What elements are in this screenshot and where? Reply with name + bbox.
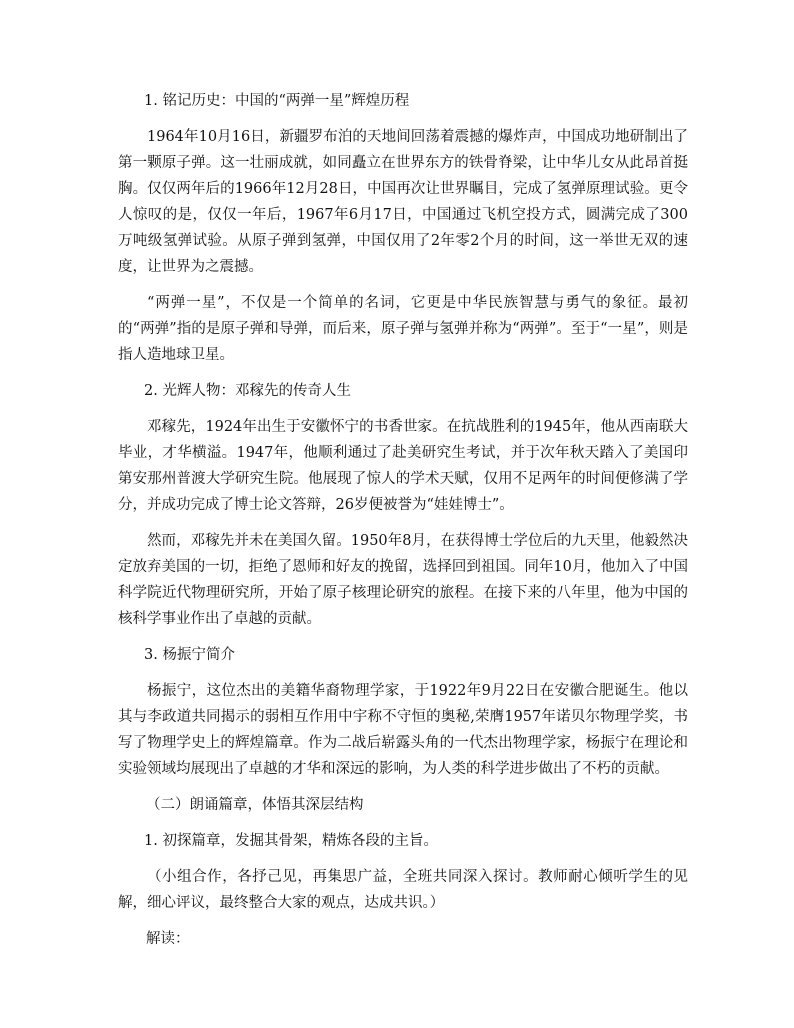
part-two-note: （小组合作，各抒己见，再集思广益，全班共同深入探讨。教师耐心倾听学生的见解，细心评议，最终整合大家的观点，达成共识。） [118, 869, 688, 911]
part-two-heading: （二）朗诵篇章，体悟其深层结构 [146, 797, 364, 813]
section-heading-deng: 2. 光辉人物：邓稼先的传奇人生 [144, 383, 351, 399]
part-two-item-1: 1. 初探篇章，发掘其骨架，精炼各段的主旨。 [144, 833, 438, 849]
paragraph-deng-1: 邓稼先，1924年出生于安徽怀宁的书香世家。在抗战胜利的1945年，他从西南联大毕业，才华横溢。1947年，他顺利通过了赴美研究生考试，并于次年秋天踏入了美国印第安那州普渡大学研究生院。他展现了惊人的学术天赋，仅用不足两年的时间便修满了学分，并成功完成了博士论文答辩，26岁便被誉为“娃娃博士”。 [118, 419, 688, 513]
paragraph-history-2: “两弹一星”，不仅是一个简单的名词，它更是中华民族智慧与勇气的象征。最初的“两弹”指的是原子弹和导弹，而后来，原子弹与氢弹并称为“两弹”。至于“一星”，则是指人造地球卫星。 [118, 295, 688, 363]
section-heading-yang: 3. 杨振宁简介 [144, 647, 235, 663]
paragraph-yang-1: 杨振宁，这位杰出的美籍华裔物理学家，于1922年9月22日在安徽合肥诞生。他以其与李政道共同揭示的弱相互作用中宇称不守恒的奥秘,荣膺1957年诺贝尔物理学奖，书写了物理学史上的辉煌篇章。作为二战后崭露头角的一代杰出物理学家，杨振宁在理论和实验领域均展现出了卓越的才华和深远的影响，为人类的科学进步做出了不朽的贡献。 [118, 683, 688, 777]
paragraph-history-1: 1964年10月16日，新疆罗布泊的天地间回荡着震撼的爆炸声，中国成功地研制出了第一颗原子弹。这一壮丽成就，如同矗立在世界东方的铁骨脊梁，让中华儿女从此昂首挺胸。仅仅两年后的1966年12月28日，中国再次让世界瞩目，完成了氢弹原理试验。更令人惊叹的是，仅仅一年后，1967年6月17日，中国通过飞机空投方式，圆满完成了300万吨级氢弹试验。从原子弹到氢弹，中国仅用了2年零2个月的时间，这一举世无双的速度，让世界为之震撼。 [118, 129, 688, 275]
paragraph-deng-2: 然而，邓稼先并未在美国久留。1950年8月，在获得博士学位后的九天里，他毅然决定放弃美国的一切，拒绝了恩师和好友的挽留，选择回到祖国。同年10月，他加入了中国科学院近代物理研究所，开始了原子核理论研究的旅程。在接下来的八年里，他为中国的核科学事业作出了卓越的贡献。 [118, 533, 688, 627]
explain-label: 解读： [146, 931, 190, 947]
document-body [118, 88, 688, 952]
section-heading-history: 1. 铭记历史：中国的“两弹一星”辉煌历程 [144, 93, 410, 109]
